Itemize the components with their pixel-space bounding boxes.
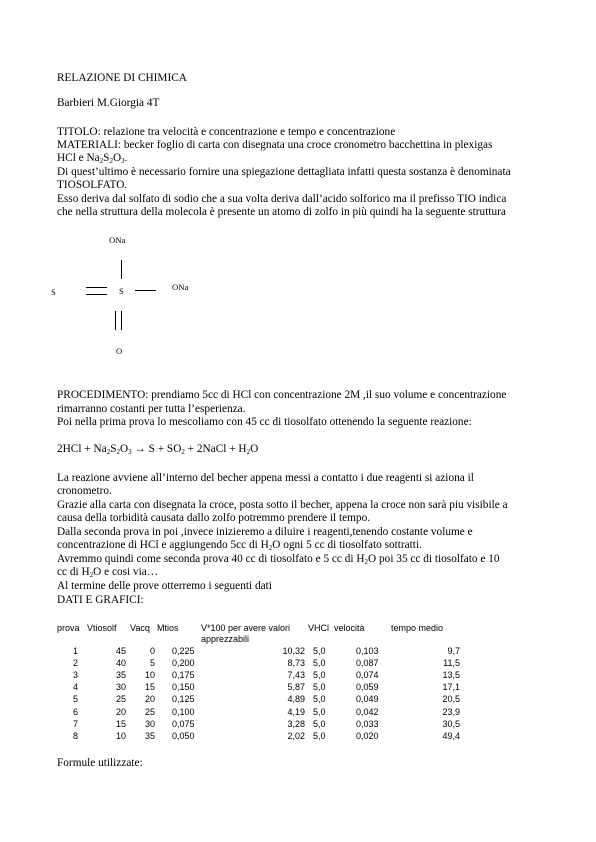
dati-heading: DATI E GRAFICI: <box>57 594 144 606</box>
procedure-line-1: PROCEDIMENTO: prendiamo 5cc di HCl con concentrazione 2M ,il suo volume e concentrazione <box>57 389 507 401</box>
procedure-line-q8: cc di $H_2O$ e cosi via… <box>57 566 159 579</box>
cell-vtiosolf: 45 <box>115 646 126 656</box>
cell-prova: 3 <box>73 670 79 681</box>
arrow-icon: → <box>131 443 149 455</box>
intro-line-6: che nella struttura della molecola è presente un atomo di zolfo in più quindi ha la seguente struttura <box>57 206 506 218</box>
cell-velocita: 0,033 <box>356 718 379 729</box>
cell-tempo: 13,5 <box>442 670 460 681</box>
cell-mtios: 0,150 <box>172 682 195 693</box>
cell-vhcl: 5,0 <box>313 718 326 729</box>
cell-vhcl: 5,0 <box>313 706 326 717</box>
formule-line: Formule utilizzate: <box>57 757 143 769</box>
cell-tempo: 49,4 <box>442 730 460 741</box>
cell-tempo: 11,5 <box>443 658 460 669</box>
reaction-equation: $2HCl + Na_2S_2O_3 \to S + SO_2$ + 2NaCl + $H_2O$ <box>57 443 259 456</box>
cell-v100: 8,73 <box>287 658 305 669</box>
procedure-line-q9: Al termine delle prove otterremo i seguenti dati <box>57 580 272 592</box>
cell-vacq: 35 <box>144 730 155 741</box>
procedure-line-q7: Avremmo quindi come seconda prova 40 cc di tiosolfato e 5 cc di $H_2O$ poi 35 cc di tiosolfato e 10 <box>57 553 500 566</box>
cell-prova: 6 <box>73 706 79 717</box>
cell-vtiosolf: 35 <box>115 670 126 681</box>
cell-v100: 2,02 <box>287 730 305 741</box>
cell-tempo: 9,7 <box>447 646 460 656</box>
cell-v100: 7,43 <box>287 670 305 681</box>
structure-bottom-o: O <box>116 346 123 356</box>
cell-mtios: 0,050 <box>172 730 195 741</box>
cell-tempo: 17,1 <box>442 682 460 693</box>
cell-v100: 10,32 <box>282 646 305 656</box>
cell-vtiosolf: 25 <box>115 694 126 705</box>
cell-vhcl: 5,0 <box>313 646 326 656</box>
cell-velocita: 0,049 <box>356 694 379 705</box>
col-header-vtiosolf: Vtiosolf <box>87 623 117 633</box>
structure-top-ona: ONa <box>109 235 126 245</box>
cell-vhcl: 5,0 <box>313 730 326 741</box>
cell-vhcl: 5,0 <box>313 670 326 681</box>
col-header-velocita: velocità <box>334 623 365 633</box>
procedure-line-2: rimarranno costanti per tutta l’esperienza. <box>57 403 246 415</box>
procedure-line-q2: cronometro. <box>57 485 112 497</box>
procedure-line-q4: causa della torbidità causata dallo zolfo potremmo prendere il tempo. <box>57 512 371 524</box>
cell-v100: 3,28 <box>287 718 305 729</box>
cell-vacq: 25 <box>144 706 155 717</box>
cell-prova: 2 <box>73 658 79 669</box>
cell-vacq: 15 <box>144 682 155 693</box>
materiali-line-2: HCl e $Na_2S_2O_3$. <box>57 152 128 165</box>
cell-v100: 5,87 <box>287 682 305 693</box>
cell-velocita: 0,020 <box>356 730 379 741</box>
col-header-vacq: Vacq <box>130 623 150 633</box>
cell-v100: 4,19 <box>287 706 305 717</box>
cell-prova: 8 <box>73 730 79 741</box>
cell-prova: 7 <box>73 718 79 729</box>
cell-mtios: 0,075 <box>172 718 195 729</box>
cell-velocita: 0,103 <box>356 646 379 656</box>
col-header-prova: prova <box>57 623 80 633</box>
cell-mtios: 0,225 <box>172 646 195 656</box>
cell-v100: 4,89 <box>287 694 305 705</box>
col-header-v100: V*100 per avere valori <box>201 623 291 633</box>
cell-vhcl: 5,0 <box>313 682 326 693</box>
structure-center-s: S <box>119 286 124 296</box>
author-line: Barbieri M.Giorgia 4T <box>57 97 160 109</box>
cell-tempo: 20,5 <box>442 694 460 705</box>
cell-vtiosolf: 30 <box>115 682 126 693</box>
titolo-line: TITOLO: relazione tra velocità e concentrazione e tempo e concentrazione <box>57 126 396 138</box>
cell-tempo: 23,9 <box>442 706 460 717</box>
cell-vtiosolf: 10 <box>115 730 126 741</box>
materiali-line-1: MATERIALI: becker foglio di carta con disegnata una croce cronometro bacchettina in plexigas <box>57 139 493 151</box>
intro-line-3: Di quest’ultimo è necessario fornire una spiegazione dettagliata infatti questa sostanza è denominata <box>57 166 511 178</box>
cell-prova: 4 <box>73 682 79 693</box>
doc-title: RELAZIONE DI CHIMICA <box>57 72 187 84</box>
cell-vacq: 10 <box>144 670 155 681</box>
cell-vtiosolf: 15 <box>115 718 126 729</box>
col-header-vhcl: VHCl <box>308 623 330 633</box>
cell-mtios: 0,200 <box>172 658 195 669</box>
cell-vhcl: 5,0 <box>313 658 326 669</box>
cell-vacq: 30 <box>144 718 155 729</box>
col-header-tempo: tempo medio <box>391 623 444 633</box>
cell-velocita: 0,087 <box>356 658 379 669</box>
structure-right-ona: ONa <box>172 282 189 292</box>
cell-vacq: 0 <box>149 646 155 656</box>
procedure-line-3: Poi nella prima prova lo mescoliamo con 45 cc di tiosolfato ottenendo la seguente reazione: <box>57 416 472 428</box>
cell-velocita: 0,074 <box>356 670 379 681</box>
cell-vacq: 5 <box>149 658 155 669</box>
col-header-v100-line-2: apprezzabili <box>201 634 250 644</box>
cell-prova: 5 <box>73 694 79 705</box>
cell-mtios: 0,175 <box>172 670 195 681</box>
intro-line-4: TIOSOLFATO. <box>57 179 128 191</box>
procedure-line-q5: Dalla seconda prova in poi ,invece inizieremo a diluire i reagenti,tenendo costante volume e <box>57 526 473 538</box>
procedure-line-q6: concentrazione di HCl e aggiungendo 5cc di $H_2O$ ogni 5 cc di tiosolfato sottratti. <box>57 539 422 552</box>
structure-left-s: S <box>51 287 56 297</box>
cell-velocita: 0,042 <box>356 706 379 717</box>
cell-vhcl: 5,0 <box>313 694 326 705</box>
cell-vtiosolf: 40 <box>115 658 126 669</box>
cell-velocita: 0,059 <box>356 682 379 693</box>
col-header-mtios: Mtios <box>157 623 179 633</box>
procedure-line-q3: Grazie alla carta con disegnata la croce, posta sotto il becher, appena la croce non sarà piu visibile a <box>57 499 508 511</box>
procedure-line-q1: La reazione avviene all’interno del becher appena messi a contatto i due reagenti si aziona il <box>57 472 474 484</box>
cell-tempo: 30,5 <box>442 718 460 729</box>
intro-line-5: Esso deriva dal solfato di sodio che a sua volta deriva dall’acido solforico ma il prefisso TIO indica <box>57 193 507 205</box>
cell-mtios: 0,125 <box>172 694 195 705</box>
cell-vtiosolf: 20 <box>115 706 126 717</box>
cell-mtios: 0,100 <box>172 706 195 717</box>
cell-vacq: 20 <box>144 694 155 705</box>
cell-prova: 1 <box>73 646 79 656</box>
